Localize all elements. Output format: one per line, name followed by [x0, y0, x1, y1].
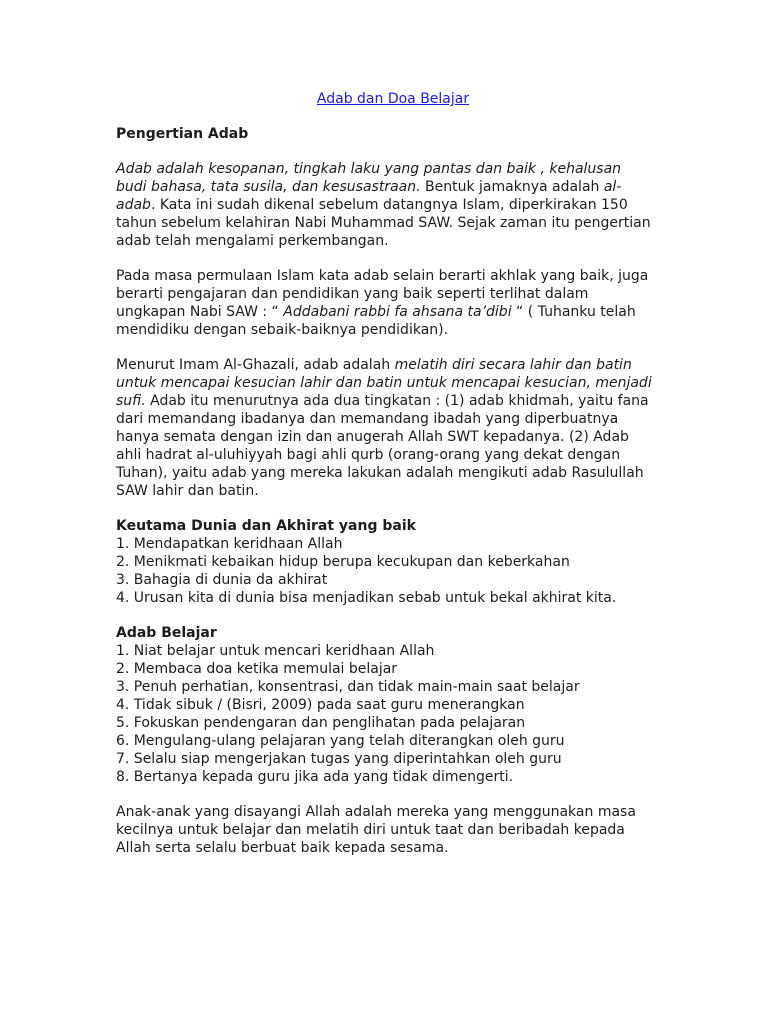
paragraph-al-ghazali	[116, 356, 656, 500]
section-heading-adab-belajar: Adab Belajar	[116, 625, 217, 641]
list-item: 4. Urusan kita di dunia bisa menjadikan sebab untuk bekal akhirat kita.	[116, 590, 617, 606]
paragraph-early-islam	[116, 267, 656, 339]
list-item: 3. Bahagia di dunia da akhirat	[116, 572, 328, 588]
definition-text-a: Bentuk jamaknya adalah	[420, 179, 604, 195]
hadith-quote: Addabani rabbi fa ahsana ta’dibi	[283, 304, 512, 320]
definition-italic: Adab adalah kesopanan, tingkah laku yang pantas dan baik , kehalusan budi bahasa, tata susila, dan kesusastraan.	[116, 161, 622, 195]
plural-term: al-adab	[116, 179, 622, 213]
keutama-list	[116, 535, 656, 607]
al-ghazali-text-b: Adab itu menurutnya ada dua tingkatan : (1) adab khidmah, yaitu fana dari memandang ibadanya dan memandang ibadah yang diperbuatnya hanya semata dengan izin dan anugerah Allah SWT kepadanya. (2) Adab ahli hadrat al-uluhiyyah bagi ahli qurb (orang-orang yang dekat dengan Tuhan), yaitu adab yang mereka lakukan adalah mengikuti adab Rasulullah SAW lahir dan batin.	[116, 393, 649, 499]
section-heading-pengertian-adab: Pengertian Adab	[116, 126, 249, 142]
paragraph-definition	[116, 160, 656, 250]
list-item: 5. Fokuskan pendengaran dan penglihatan pada pelajaran	[116, 715, 526, 731]
list-item: 7. Selalu siap mengerjakan tugas yang diperintahkan oleh guru	[116, 751, 562, 767]
early-islam-text-b: “ ( Tuhanku telah mendidiku dengan sebaik-baiknya pendidikan).	[116, 304, 636, 338]
document-page	[116, 90, 656, 874]
list-item: 6. Mengulang-ulang pelajaran yang telah diterangkan oleh guru	[116, 733, 565, 749]
list-item: 1. Niat belajar untuk mencari keridhaan Allah	[116, 643, 435, 659]
document-title-link[interactable]: Adab dan Doa Belajar	[316, 91, 470, 107]
early-islam-text-a: Pada masa permulaan Islam kata adab selain berarti akhlak yang baik, juga berarti pengajaran dan pendidikan yang baik seperti terlihat dalam ungkapan Nabi SAW : “	[116, 268, 649, 320]
al-ghazali-text-a: Menurut Imam Al-Ghazali, adab adalah	[116, 357, 395, 373]
section-heading-keutama: Keutama Dunia dan Akhirat yang baik	[116, 518, 416, 534]
list-item: 2. Membaca doa ketika memulai belajar	[116, 661, 398, 677]
definition-text-b: . Kata ini sudah dikenal sebelum datangnya Islam, diperkirakan 150 tahun sebelum kelahiran Nabi Muhammad SAW. Sejak zaman itu pengertian adab telah mengalami perkembangan.	[116, 197, 651, 249]
list-item: 3. Penuh perhatian, konsentrasi, dan tidak main-main saat belajar	[116, 679, 580, 695]
list-item: 4. Tidak sibuk / (Bisri, 2009) pada saat guru menerangkan	[116, 697, 525, 713]
adab-belajar-list	[116, 642, 656, 786]
list-item: 8. Bertanya kepada guru jika ada yang tidak dimengerti.	[116, 769, 514, 785]
list-item: 1. Mendapatkan keridhaan Allah	[116, 536, 343, 552]
list-item: 2. Menikmati kebaikan hidup berupa kecukupan dan keberkahan	[116, 554, 570, 570]
al-ghazali-definition: melatih diri secara lahir dan batin untuk mencapai kesucian lahir dan batin untuk mencapai kesucian, menjadi sufi.	[116, 357, 652, 409]
paragraph-closing: Anak-anak yang disayangi Allah adalah mereka yang menggunakan masa kecilnya untuk belajar dan melatih diri untuk taat dan beribadah kepada Allah serta selalu berbuat baik kepada sesama.	[116, 804, 636, 856]
